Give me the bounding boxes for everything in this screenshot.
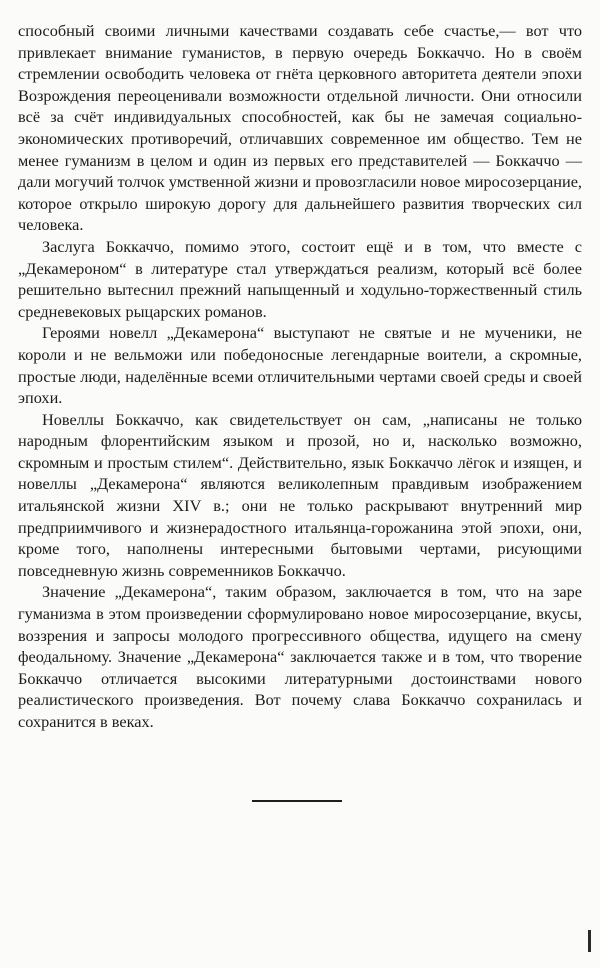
page-edge-mark (588, 930, 591, 952)
section-end-rule (252, 800, 342, 802)
paragraph-5: Значение „Декамерона“, таким образом, заключается в том, что на заре гуманизма в этом произведении сформулировано новое миросозерцание, вкусы, воззрения и запросы молодого прогрессивного общества, идущего на смену феодальному. Значение „Декамерона“ заключается также и в том, что творение Боккаччо отличается высокими литературными достоинствами нового реалистического произведения. Вот почему слава Боккаччо сохранилась и сохранится в веках. (18, 582, 582, 731)
paragraph-1: способный своими личными качествами создавать себе счастье,— вот что привлекает внимание гуманистов, в первую очередь Боккаччо. Но в своём стремлении освободить человека от гнёта церковного авторитета деятели эпохи Возрождения переоценивали возможности отдельной личности. Они относили всё за счёт индивидуальных способностей, как бы не замечая социально-экономических противоречий, отличавших современное им общество. Тем не менее гуманизм в целом и один из первых его представителей — Боккаччо — дали могучий толчок умственной жизни и провозгласили новое миросозерцание, которое открыло широкую дорогу для дальнейшего развития творческих сил человека. (18, 21, 582, 235)
paragraph-3: Героями новелл „Декамерона“ выступают не святые и не мученики, не короли и не вельможи или победоносные легендарные воители, а скромные, простые люди, наделённые всеми отличительными чертами своей среды и своей эпохи. (18, 323, 582, 408)
paragraph-4: Новеллы Боккаччо, как свидетельствует он сам, „написаны не только народным флорентийским языком и прозой, но и, насколько возможно, скромным и простым стилем“. Действительно, язык Боккаччо лёгок и изящен, и новеллы „Декамерона“ являются великолепным правдивым изображением итальянской жизни XIV в.; они не только раскрывают внутренний мир предприимчивого и жизнерадостного итальянца-горожанина этой эпохи, они, кроме того, наполнены интересными бытовыми чертами, рисующими повседневную жизнь современников Боккаччо. (18, 409, 582, 580)
paragraph-2: Заслуга Боккаччо, помимо этого, состоит ещё и в том, что вместе с „Декамероном“ в литературе стал утверждаться реализм, который всё более решительно вытеснил прежний напыщенный и ходульно-торжественный стиль средневековых рыцарских романов. (18, 236, 582, 321)
body-text (18, 20, 582, 733)
